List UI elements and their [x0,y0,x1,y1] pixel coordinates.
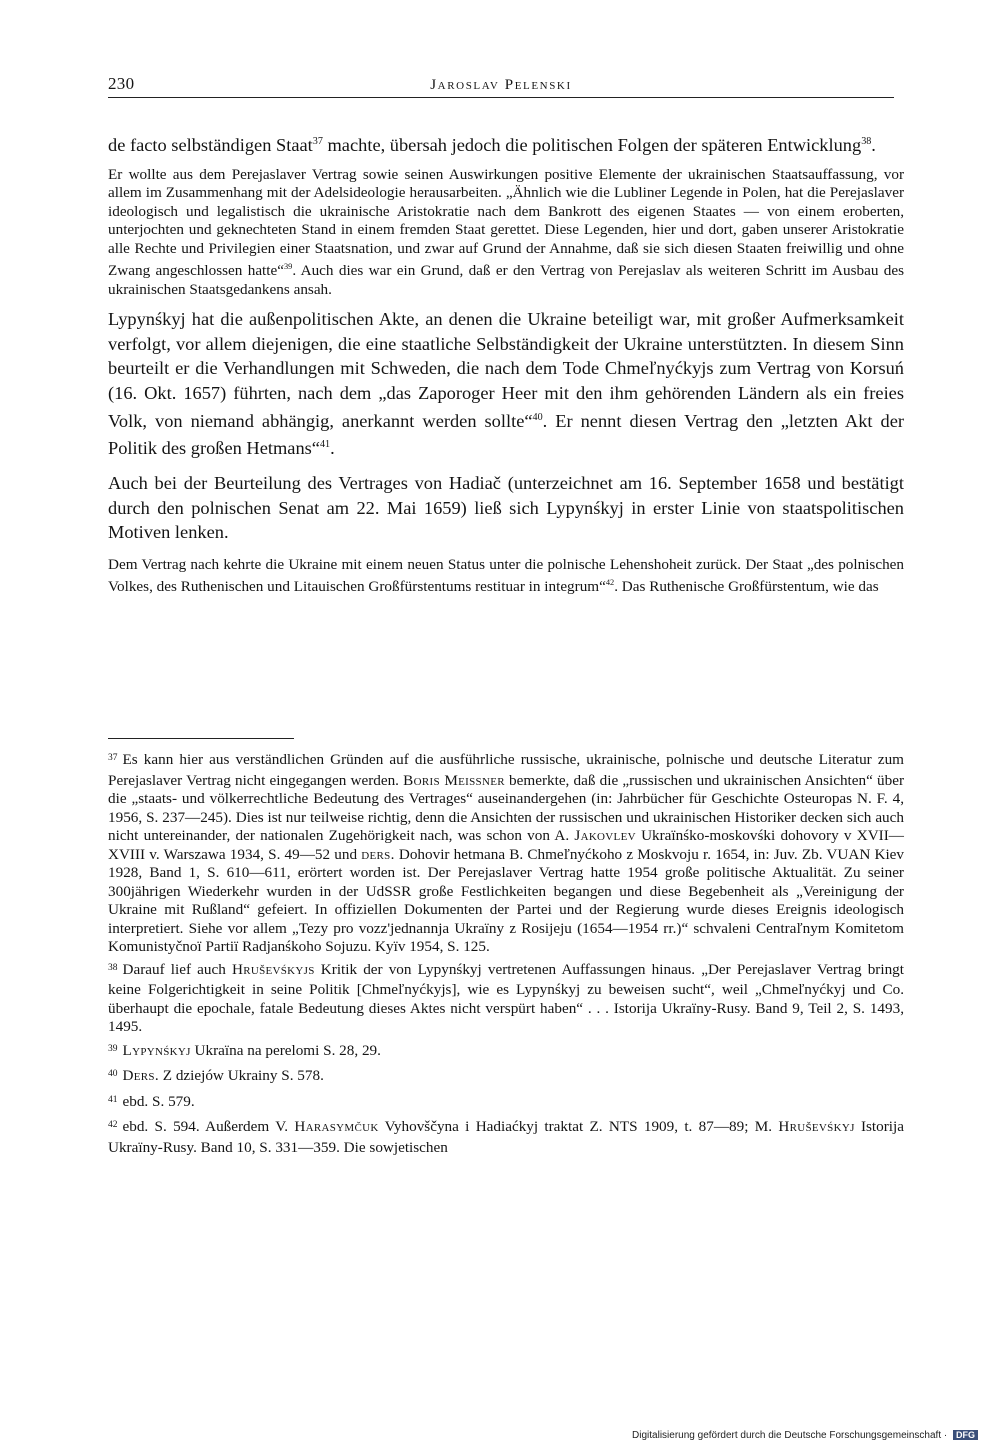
footnote-text: ebd. S. 594. Außerdem V. Harasymčuk Vyhovščyna i Hadiaćkyj traktat Z. NTS 1909, t. 87—89; M. Hruševśkyj Istorija Ukraïny-Rusy. Band 10, S. 331—359. Die sowjetischen [108,1118,904,1156]
footnote-rule [108,738,294,739]
footnote-number: 38 [108,962,118,973]
footnote-number: 41 [108,1094,118,1105]
dfg-notice-text: Digitalisierung gefördert durch die Deutsche Forschungsgemeinschaft [632,1430,942,1441]
page-header [108,70,894,98]
paragraph: Dem Vertrag nach kehrte die Ukraine mit einem neuen Status unter die polnische Lehenshoheit zurück. Der Staat „des polnischen Volkes, des Ruthenischen und Litauischen Großfürstentums restituar in integrum“$^{42}$. Das Ruthenische Großfürstentum, wie das [108,555,904,596]
footnote-ref: 42 [605,578,615,588]
author-name: Jakovlev [574,827,636,844]
footnote [108,1042,904,1063]
dfg-separator: · [941,1430,950,1441]
dfg-logo: DFG [953,1430,978,1440]
author-name: Ders. [122,1067,159,1084]
paragraph: Auch bei der Beurteilung des Vertrages von Hadiač (unterzeichnet am 16. September 1658 und bestätigt durch den polnischen Senat am 22. Mai 1659) ließ sich Lypynśkyj in erster Linie von staatspolitischen Motiven lenken. [108,473,904,543]
footnotes [108,751,904,1157]
footnote-ref: 39 [283,262,293,272]
author-name: ders. [361,845,395,863]
footnote-number: 42 [108,1120,118,1130]
footnote-text: Darauf lief auch Hruševśkyjs Kritik der von Lypynśkyj vertretenen Auffassungen hinaus. „Der Perejaslaver Vertrag bringt keine Folgerichtigkeit in seine Politik [Chmeľnyćkyjs], wie es Lypynśkyj zu beweisen sucht“, weil „Chmeľnyćkyj und Co. überhaupt die epochale, fatale Bedeutung dieses Aktes nicht verspürt haben“ . . . Istorija Ukraïny-Rusy. Band 9, Teil 2, S. 1493, 1495. [108,960,904,1035]
paragraph: de facto selbständigen Staat$^{37}$ machte, übersah jedoch die politischen Folgen der späteren Entwicklung$^{38}$. [108,135,876,156]
author-name: Hruševśkyj [778,1118,855,1135]
footnote [108,1118,904,1157]
footnote-text: Lypynśkyj Ukraïna na perelomi S. 28, 29. [122,1041,381,1059]
footnote [108,751,904,957]
page-number: 230 [108,74,135,93]
footnote [108,1067,904,1088]
author-name: Harasymčuk [294,1118,379,1135]
footnote-ref: 41 [319,439,331,451]
footnote-number: 37 [108,753,118,763]
footnote-number: 39 [108,1043,118,1054]
footnote-number: 40 [108,1069,118,1079]
footnote-ref: 40 [532,411,543,423]
header-rule [108,97,894,98]
footnote-ref: 37 [312,136,323,147]
footnote-text: ebd. S. 579. [122,1092,195,1110]
dfg-notice [632,1430,978,1441]
paragraph: Lypynśkyj hat die außenpolitischen Akte, an denen die Ukraine beteiligt war, mit großer Aufmerksamkeit verfolgt, vor allem diejenigen, die eine staatliche Selbständigkeit der Ukraine unterstützten. In diesem Sinn beurteilt er die Verhandlungen mit Schweden, die nach dem Tode Chmeľnyćkyjs zum Vertrag von Korsuń (16. Okt. 1657) führten, nach dem „das Zaporoger Heer mit den ihm gehörenden Ländern als ein freies Volk, von niemand abhängig, anerkannt werden sollte“$^{40}$. Er nennt diesen Vertrag den „letzten Akt der Politik des großen Hetmans“$^{41}$. [108,309,904,459]
footnote [108,961,904,1037]
footnote [108,1093,904,1114]
author-name: Hruševśkyjs [231,960,315,978]
running-head: Jaroslav Pelenski [430,77,572,93]
paragraph: Er wollte aus dem Perejaslaver Vertrag sowie seinen Auswirkungen positive Elemente der ukrainischen Staatsauffassung, vor allem im Zusammenhang mit der Adelsideologie herausarbeiten. „Ähnlich wie die Lubliner Legende in Polen, hat die Perejaslaver ideologisch und legalistisch die ukrainische Aristokratie nach dem Bankrott des eigenen Staates — von einem eroberten, unterjochten und geknechteten Stand in einem fremden Staat gerettet. Diese Legenden, hier und dort, gaben unserer Aristokratie alle Rechte und Privilegien einer Staatsnation, und zwar auf Grund der Annahme, daß sie sich diesen Staaten freiwillig und ohne Zwang angeschlossen hatte“$^{39}$. Auch dies war ein Grund, daß er den Vertrag von Perejaslav als weiteren Schritt im Ausbau des ukrainischen Staatsgedankens ansah. [108,165,905,298]
footnote-ref: 38 [861,136,872,147]
footnote-text: Ders. Z dziejów Ukrainy S. 578. [122,1067,324,1084]
body-text [108,130,904,597]
author-name: Boris Meissner [403,771,505,789]
author-name: Lypynśkyj [122,1041,191,1059]
footnote-text: Es kann hier aus verständlichen Gründen auf die ausführliche russische, ukrainische, polnische und deutsche Literatur zum Perejaslaver Vertrag nicht eingegangen werden. Boris Meissner bemerkte, daß die „russischen und ukrainischen Ansichten“ über die „staats- und völkerrechtliche Bedeutung des Vertrages“ auseinandergehen (in: Jahrbücher für Geschichte Osteuropas N. F. 4, 1956, S. 237—245). Dies ist nur teilweise richtig, denn die Ansichten der russischen und ukrainischen Historiker decken sich auch nicht untereinander, der nationalen Zugehörigkeit nach, was schon von A. Jakovlev Ukraïnśko-moskovśki dohovory v XVII—XVIII v. Warszawa 1934, S. 49—52 und ders. Dohovir hetmana B. Chmeľnyćkoho z Moskvoju r. 1654, in: Juv. Zb. VUAN Kiev 1928, Band 1, S. 610—611, erörtert worden ist. Der Perejaslaver Vertrag hatte 1954 große politische Aktualität. Zu seiner 300jährigen Wiederkehr wurden in der UdSSR große Festlichkeiten begangen und diese Begebenheit als „Vereinigung der Ukraine mit Rußland“ gefeiert. In offiziellen Dokumenten der Partei und der Regierung wurde dieses Ereignis ideologisch interpretiert. Siehe vor allem „Tezy pro vozz'jednannja Ukraïny z Rosijeju (1654—1954 rr.)“ schvaleni Centraľnym Komitetom Komunistyčnoï Partiï Radjanśkoho Sojuzu. Kyïv 1954, S. 125. [108,751,904,955]
